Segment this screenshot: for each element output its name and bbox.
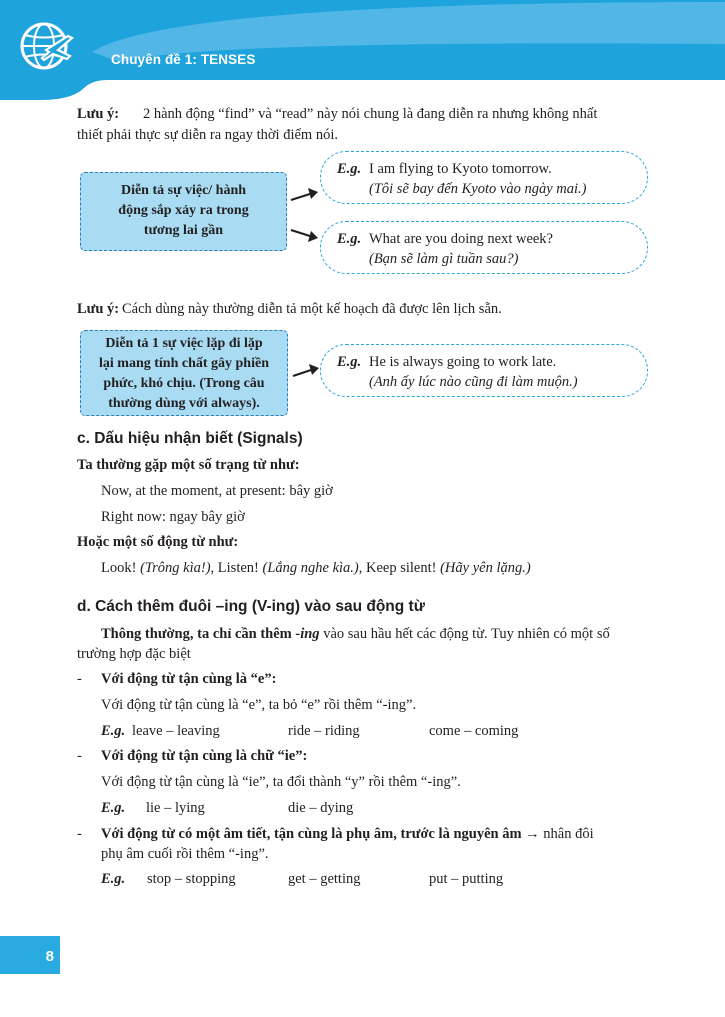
example-pair: stop – stopping	[147, 871, 236, 887]
page-number: 8	[45, 948, 54, 965]
arrow-icon	[290, 360, 322, 382]
example-pair: come – coming	[429, 723, 519, 739]
eg-label: E.g.	[101, 871, 126, 887]
intro-bold: Thông thường, ta chỉ cần thêm	[101, 626, 296, 642]
usage-box-line: động sắp xảy ra trong	[118, 203, 249, 218]
example-pair: ride – riding	[288, 723, 360, 739]
usage-box-line: phức, khó chịu. (Trong câu	[103, 376, 265, 391]
verb-translation: (Lắng nghe kìa.)	[262, 560, 359, 576]
example-translation: (Tôi sẽ bay đến Kyoto vào ngày mai.)	[369, 181, 587, 197]
rule-title: Với động từ tận cùng là chữ “ie”:	[101, 748, 308, 764]
verb-translation: (Hãy yên lặng.)	[440, 560, 531, 576]
section-heading-ing: d. Cách thêm đuôi –ing (V-ing) vào sau động từ	[77, 598, 425, 615]
note-text-line1: 2 hành động “find” và “read” này nói chung là đang diễn ra nhưng không nhất	[143, 106, 598, 122]
rule-desc: Với động từ tận cùng là “e”, ta bỏ “e” rồi thêm “-ing”.	[101, 697, 417, 713]
usage-box-line: lại mang tính chất gây phiền	[99, 356, 269, 371]
note-label: Lưu ý:	[77, 106, 120, 122]
verbs-intro: Hoặc một số động từ như:	[77, 534, 239, 550]
section-heading-signals: c. Dấu hiệu nhận biết (Signals)	[77, 430, 303, 447]
usage-box-line: Diễn tả 1 sự việc lặp đi lặp	[105, 336, 263, 351]
eg-label: E.g.	[337, 161, 362, 177]
rule-desc: Với động từ tận cùng là “ie”, ta đổi thành “y” rồi thêm “-ing”.	[101, 774, 461, 790]
adverb-item: Right now: ngay bây giờ	[101, 509, 245, 525]
rule-dash: -	[77, 748, 82, 764]
example-pair: leave – leaving	[132, 723, 220, 739]
note-text: Cách dùng này thường diễn tả một kế hoạch đã được lên lịch sẵn.	[122, 301, 502, 317]
eg-label: E.g.	[101, 800, 126, 816]
eg-label: E.g.	[337, 354, 362, 370]
intro-line1	[101, 625, 610, 643]
rule-dash: -	[77, 671, 82, 687]
verb-text: , Listen!	[210, 560, 263, 576]
example-pair: get – getting	[288, 871, 361, 887]
usage-box-repeated-action	[80, 330, 288, 416]
adverbs-intro: Ta thường gặp một số trạng từ như:	[77, 457, 300, 473]
chapter-title: Chuyên đề 1: TENSES	[111, 52, 256, 67]
rule-title: Với động từ tận cùng là “e”:	[101, 671, 277, 687]
example-translation: (Bạn sẽ làm gì tuần sau?)	[369, 251, 519, 267]
usage-box-line: Diễn tả sự việc/ hành	[120, 183, 247, 198]
eg-label: E.g.	[337, 231, 362, 247]
verb-translation: (Trông kìa!)	[140, 560, 211, 576]
verb-text: Look!	[101, 560, 141, 576]
page-number-tab	[0, 936, 60, 974]
rule-title-line2: phụ âm cuối rồi thêm “-ing”.	[101, 846, 269, 862]
example-bubble	[320, 344, 648, 397]
example-bubble	[320, 221, 648, 274]
verb-examples	[101, 559, 531, 577]
example-translation: (Anh ấy lúc nào cũng đi làm muộn.)	[369, 374, 578, 390]
example-pair: put – putting	[429, 871, 504, 887]
intro-rest: vào sau hầu hết các động từ. Tuy nhiên có một số	[319, 626, 610, 642]
rule-title: Với động từ có một âm tiết, tận cùng là phụ âm, trước là nguyên âm	[101, 826, 522, 842]
rule-title-tail: → nhân đôi	[521, 826, 594, 842]
note-label: Lưu ý:	[77, 301, 120, 317]
example-sentence: What are you doing next week?	[369, 231, 553, 247]
usage-box-near-future	[80, 172, 287, 251]
example-pair: die – dying	[288, 800, 354, 816]
page-header	[0, 0, 725, 100]
intro-line2: trường hợp đặc biệt	[77, 646, 191, 662]
usage-box-line: thường dùng với always).	[108, 396, 260, 411]
example-bubble	[320, 151, 648, 204]
example-pair: lie – lying	[146, 800, 205, 816]
rule-title-line1	[101, 825, 594, 843]
adverb-item: Now, at the moment, at present: bây giờ	[101, 483, 333, 499]
header-banner	[0, 0, 725, 100]
usage-box-line: tương lai gần	[143, 223, 224, 238]
intro-ing: -ing	[295, 626, 320, 642]
eg-label: E.g.	[101, 723, 126, 739]
example-sentence: He is always going to work late.	[369, 354, 557, 370]
verb-text: , Keep silent!	[358, 560, 441, 576]
rule-dash: -	[77, 826, 82, 842]
note-text-line2: thiết phải thực sự diễn ra ngay thời điểm nói.	[77, 127, 338, 143]
example-sentence: I am flying to Kyoto tomorrow.	[369, 161, 552, 177]
arrow-icon	[287, 185, 321, 245]
